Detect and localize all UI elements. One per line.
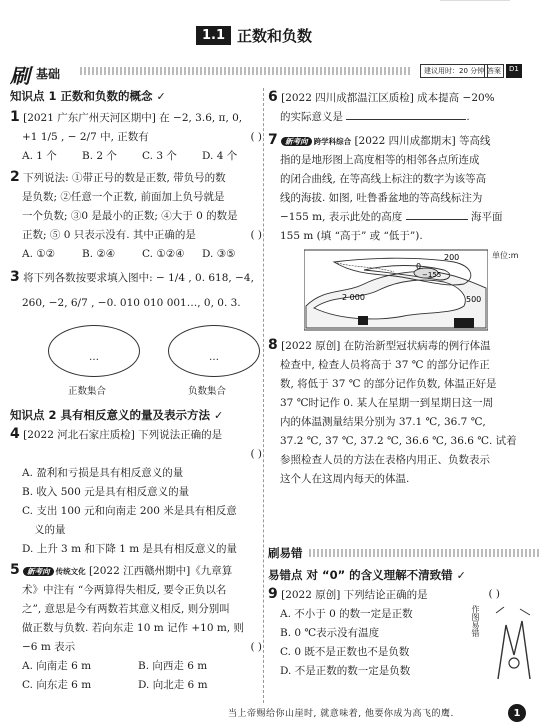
hatch-decoration: [309, 549, 541, 557]
footer-quote: 当上帝赐给你山崖时, 就意味着, 他要你成为高飞的鹰.: [228, 709, 454, 719]
left-column: [10, 88, 262, 695]
kp2-label: 知识点 2 具有相反意义的量及表示方法: [10, 408, 211, 422]
error-point-label: 易错点 对 “0” 的含义理解不清致错: [268, 568, 453, 582]
chapter-number: 1.1: [196, 26, 231, 45]
q1-opt-b[interactable]: B. 2 个: [82, 150, 117, 162]
q4-opt-d[interactable]: D. 上升 3 m 和下降 1 m 是具有相反意义的量: [22, 543, 238, 555]
q7-sea-level: 海平面: [471, 211, 503, 223]
page-number: 1: [508, 704, 526, 722]
q4-opt-c-cont: 义的量: [34, 524, 66, 536]
clip-loop: [509, 658, 519, 668]
q2-opt-a[interactable]: A. ①②: [22, 248, 56, 260]
q4-opt-a[interactable]: A. 盈利和亏损是具有相反意义的量: [22, 467, 184, 479]
label-minus-155: −155: [422, 271, 442, 279]
q9-paren: ( ): [488, 588, 500, 600]
label-2000: 2 000: [342, 293, 365, 302]
right-column: [268, 88, 540, 681]
q1-opt-d[interactable]: D. 4 个: [202, 150, 238, 162]
error-point: [268, 567, 540, 583]
map-unit: 单位:m: [492, 251, 519, 260]
question-7: [268, 131, 540, 336]
q2-opt-b[interactable]: B. ②④: [82, 248, 116, 260]
q9-line1: [2022 原创] 下列结论正确的是: [281, 589, 428, 601]
q6-answer-blank[interactable]: [346, 119, 466, 120]
check-icon: ✓: [214, 408, 224, 422]
negative-set-dots: …: [209, 352, 219, 363]
q1-opt-a[interactable]: A. 1 个: [22, 150, 57, 162]
clip-wire: [498, 621, 530, 679]
q2-line4: 正数; ⑤ 0 只表示没有. 其中正确的是: [22, 229, 196, 241]
q5-tag: [23, 562, 86, 581]
question-4: [10, 425, 262, 559]
q7-line1: [2022 四川成都期末] 等高线: [354, 135, 491, 147]
answer-label: 答案: [484, 64, 504, 78]
q2-number: 2: [10, 169, 20, 185]
q8-line5: 内的体温测量结果分别为 37.1 ℃, 36.7 ℃,: [280, 416, 486, 428]
chapter-title: 正数和负数: [237, 26, 313, 45]
q5-opt-b[interactable]: B. 向西走 6 m: [138, 660, 208, 672]
q2-opt-c[interactable]: C. ①②④: [142, 248, 185, 260]
q1-options: [10, 147, 262, 166]
q5-line1: [2022 江西赣州期中]《九章算: [88, 565, 233, 577]
q7-answer-blank[interactable]: [406, 219, 468, 220]
q8-line7: 参照检查人员的方法在表格内用正、负数表示: [280, 454, 490, 466]
negative-set-label: 负数集合: [188, 386, 227, 397]
q5-options-row1: [10, 657, 262, 676]
section-sub-label: 基础: [36, 67, 61, 81]
positive-set-ellipse[interactable]: [48, 325, 140, 377]
column-divider: [263, 88, 264, 703]
q5-line3: 之”, 意思是今有两数若其意义相反, 则分别叫: [22, 603, 230, 615]
q6-line1: [2022 四川成都温江区质检] 成本提高 −20%: [281, 92, 495, 104]
q2-options: [10, 245, 262, 264]
q8-line4: 37 ℃时记作 0. 某人在星期一到星期日这一周: [280, 397, 494, 409]
q5-paren: ( ): [250, 641, 262, 653]
suggested-time: 建议用时：20 分钟: [420, 64, 488, 78]
q1-number: 1: [10, 109, 20, 125]
q2-opt-d[interactable]: D. ③⑤: [202, 248, 236, 260]
q8-line1: [2022 原创] 在防治新型冠状病毒的例行体温: [281, 340, 491, 352]
q5-line2: 术》中注有 “今两算得失相反, 要令正负以名: [22, 584, 227, 596]
q9-number: 9: [268, 586, 278, 602]
q7-line3: 的闭合曲线, 在等高线上标注的数字为该等高: [280, 173, 487, 185]
q7-number: 7: [268, 132, 278, 148]
q2-line3: 一个负数; ③0 是最小的正数; ④大于 0 的数是: [22, 210, 238, 222]
dark-block-right: [454, 318, 474, 328]
answer-page: D1: [506, 64, 522, 78]
kp1-label: 知识点 1 正数和负数的概念: [10, 89, 153, 103]
check-icon: ✓: [456, 568, 466, 582]
q7-tag-key: 新考向: [281, 137, 312, 146]
q7-line6: 155 m (填 “高于” 或 “低于”).: [280, 230, 423, 242]
error-section-bar: [268, 545, 540, 561]
q3-line1: 将下列各数按要求填入图中: − 1/4 , 0. 618, −4,: [23, 272, 254, 284]
question-8: [268, 336, 540, 539]
q5-number: 5: [10, 562, 20, 578]
q5-tag-key: 新考向: [23, 567, 54, 576]
q4-line1: [2022 河北石家庄质检] 下列说法正确的是: [23, 429, 223, 441]
q9-opt-a[interactable]: A. 不小于 0 的数一定是正数: [280, 608, 413, 620]
chapter-heading: [196, 24, 312, 46]
question-9: [268, 585, 540, 681]
q9-opt-b[interactable]: B. 0 ℃表示没有温度: [280, 627, 380, 639]
q2-line2: 是负数; ②任意一个正数, 前面加上负号就是: [22, 191, 225, 203]
positive-set-label: 正数集合: [68, 386, 107, 397]
q9-opt-c[interactable]: C. 0 既不是正数也不是负数: [280, 646, 410, 658]
q4-paren: ( ): [250, 448, 262, 460]
q3-sets: [10, 325, 262, 401]
q8-answer-space[interactable]: [268, 489, 540, 539]
dark-block-left: [358, 316, 368, 325]
q8-line6: 37.2 ℃, 37 ℃, 37.2 ℃, 36.6 ℃, 36.6 ℃. 试着: [280, 435, 517, 447]
q1-paren: ( ): [250, 131, 262, 143]
q5-line4: 做正数与负数. 若向东走 10 m 记作 +10 m, 则: [22, 622, 244, 634]
q3-number: 3: [10, 269, 20, 285]
q6-line2: 的实际意义是: [280, 111, 343, 123]
hatch-decoration: [80, 67, 410, 75]
top-decoration: [440, 0, 510, 8]
q2-paren: ( ): [250, 229, 262, 241]
q5-line5: −6 m 表示: [22, 641, 76, 653]
positive-set-dots: …: [89, 352, 99, 363]
q5-opt-a[interactable]: A. 向南走 6 m: [22, 660, 92, 672]
check-icon: ✓: [156, 89, 166, 103]
q8-line2: 检查中, 检查人员将高于 37 ℃ 的部分记作正: [280, 359, 490, 371]
q4-opt-c[interactable]: C. 支出 100 元和向南走 200 米是具有相反意: [22, 505, 237, 517]
q9-opt-d[interactable]: D. 不是正数的数一定是负数: [280, 665, 411, 677]
section-big-label: 刷: [10, 64, 30, 88]
clip-sparks: [496, 607, 530, 615]
q7-line2: 指的是地形图上高度相等的相邻各点所连成: [280, 154, 480, 166]
clip-illustration: [490, 605, 536, 681]
q8-line3: 数, 将低于 37 ℃ 的部分记作负数, 体温正好是: [280, 378, 497, 390]
label-200: 200: [444, 253, 460, 262]
q5-opt-d[interactable]: D. 向北走 6 m: [138, 679, 208, 691]
q8-line8: 这个人在这周内每天的体温.: [280, 473, 410, 485]
knowledge-point-1: [10, 88, 262, 104]
q7-tag: [281, 132, 351, 151]
q1-line1: [2021 广东广州天河区期中] 在 −2, 3.6, π, 0,: [23, 112, 243, 124]
answer-ref: [484, 64, 522, 78]
q7-line4: 线的海拔. 如图, 吐鲁番盆地的等高线标注为: [280, 192, 483, 204]
side-note: 作图易错: [471, 605, 480, 637]
q7-tag-value: 跨学科综合: [313, 137, 352, 146]
q1-opt-c[interactable]: C. 3 个: [142, 150, 177, 162]
section-bar: [10, 60, 538, 88]
q4-number: 4: [10, 426, 20, 442]
question-6: 6 [2022 四川成都温江区质检] 成本提高 −20% 的实际意义是 .: [268, 89, 495, 123]
label-500: 500: [466, 295, 482, 304]
q5-tag-value: 传统文化: [55, 567, 86, 576]
question-2: [10, 168, 262, 264]
q2-line1: 下列说法: ①带正号的数是正数, 带负号的数: [23, 172, 226, 184]
question-1: [10, 108, 262, 166]
question-5: [10, 561, 262, 695]
label-0: 0: [416, 262, 422, 271]
question-3: [10, 268, 262, 401]
q5-opt-c[interactable]: C. 向东走 6 m: [22, 679, 92, 691]
negative-set-ellipse[interactable]: [168, 325, 260, 377]
q8-number: 8: [268, 337, 278, 353]
contour-map-figure: [268, 248, 540, 336]
q3-line2: 260, −2, 6/7 , −0. 010 010 001…, 0, 0. 3.: [22, 297, 241, 309]
q4-opt-b[interactable]: B. 收入 500 元是具有相反意义的量: [22, 486, 190, 498]
q6-number: 6: [268, 89, 278, 105]
q7-line5: −155 m, 表示此处的高度: [280, 211, 403, 223]
knowledge-point-2: [10, 407, 262, 423]
q1-line2: +1 1/5 , − 2/7 中, 正数有: [22, 131, 149, 143]
error-section-title: 刷易错: [268, 546, 303, 560]
q5-options-row2: [10, 676, 262, 695]
contour-map: [304, 248, 488, 332]
